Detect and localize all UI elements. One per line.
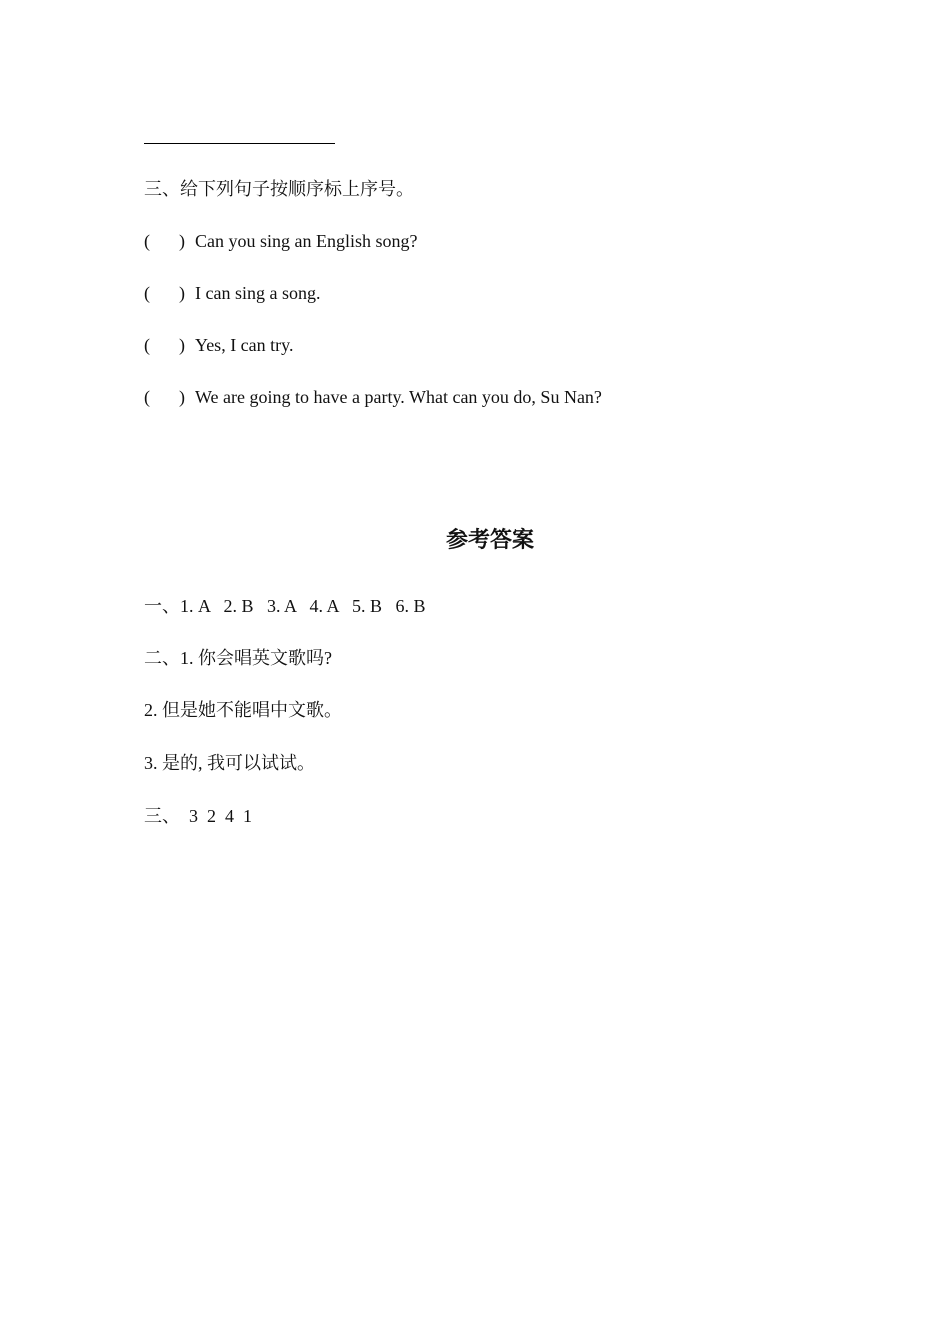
ordering-item [144,385,602,481]
paren-close: ) [179,231,185,251]
answer-part-1: 一、1. A 2. B 3. A 4. A 5. B 6. B [144,596,426,616]
answer-part-2-line-2: 2. 但是她不能唱中文歌。 [144,700,342,720]
paren-open: ( [144,231,150,251]
ordering-item-text: We are going to have a party. What can you do, Su Nan? [195,387,602,407]
ordering-item-text: Yes, I can try. [195,335,294,355]
paren-open: ( [144,335,150,355]
paren-close: ) [179,387,185,407]
paren-close: ) [179,335,185,355]
ordering-item-text: Can you sing an English song? [195,231,418,251]
answer-part-2-line-3: 3. 是的, 我可以试试。 [144,753,315,773]
answer-part-3: 三、 3 2 4 1 [144,806,252,826]
paren-close: ) [179,283,185,303]
paren-open: ( [144,387,150,407]
answer-blank-line [144,143,335,144]
answer-key-heading: 参考答案 [445,527,534,552]
paren-open: ( [144,283,150,303]
section-3-title: 三、给下列句子按顺序标上序号。 [144,179,414,199]
ordering-item-text: I can sing a song. [195,283,321,303]
answer-part-2-line-1: 二、1. 你会唱英文歌吗? [144,648,332,668]
